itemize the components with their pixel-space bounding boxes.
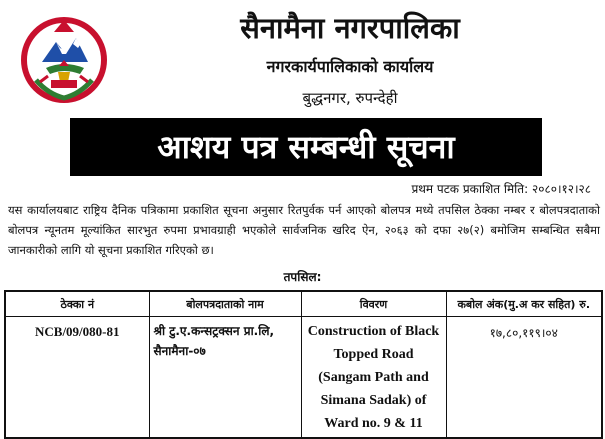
header-bidder-name: बोलपत्रदाताको नाम — [149, 291, 301, 317]
header-bid-amount: कबोल अंक(मु.अ कर सहित) रु. — [446, 291, 602, 317]
municipality-title: सैनामैना नगरपालिका — [240, 11, 460, 45]
nepal-government-emblem-icon — [18, 12, 110, 104]
table-header-row — [5, 291, 602, 317]
details-heading: तपसिल: — [283, 270, 322, 284]
contract-number: NCB/09/080-81 — [5, 317, 149, 439]
table-row — [5, 317, 602, 439]
header-description: विवरण — [301, 291, 446, 317]
publication-date: प्रथम पटक प्रकाशित मिति: २०८०।१२।२८ — [411, 182, 591, 196]
header-contract-no: ठेक्का नं — [5, 291, 149, 317]
bid-amount: १७,८०,११९।०४ — [446, 317, 602, 439]
office-name: नगरकार्यपालिकाको कार्यालय — [266, 57, 434, 76]
notice-body: यस कार्यालयबाट राष्ट्रिय दैनिक पत्रिकामा प्रकाशित सूचना अनुसार रितपुर्वक पर्न आएको बोलपत्र मध्ये तपसिल ठेक्का नम्बर र बोलपत्रदाताको बोलपत्र न्यूनतम मूल्यांकित सारभुत रुपमा प्रभावग्राही भएकोले सार्वजनिक खरिद ऐन, २०६३ को दफा २७(२) बमोजिम सम्बन्धित सबैमा जानकारीको लागि यो सूचना प्रकाशित गरिएको छ। — [8, 203, 600, 257]
work-description: Construction of Black Topped Road (Sangam Path and Simana Sadak) of Ward no. 9 & 11 — [301, 317, 446, 439]
notice-title-banner: आशय पत्र सम्बन्धी सूचना — [70, 118, 542, 176]
bidder-name: श्री टु.ए.कन्सट्रक्सन प्रा.लि, सैनामैना-०७ — [149, 317, 301, 439]
office-address: बुद्धनगर, रुपन्देही — [302, 89, 398, 107]
bid-details-table — [4, 290, 603, 439]
